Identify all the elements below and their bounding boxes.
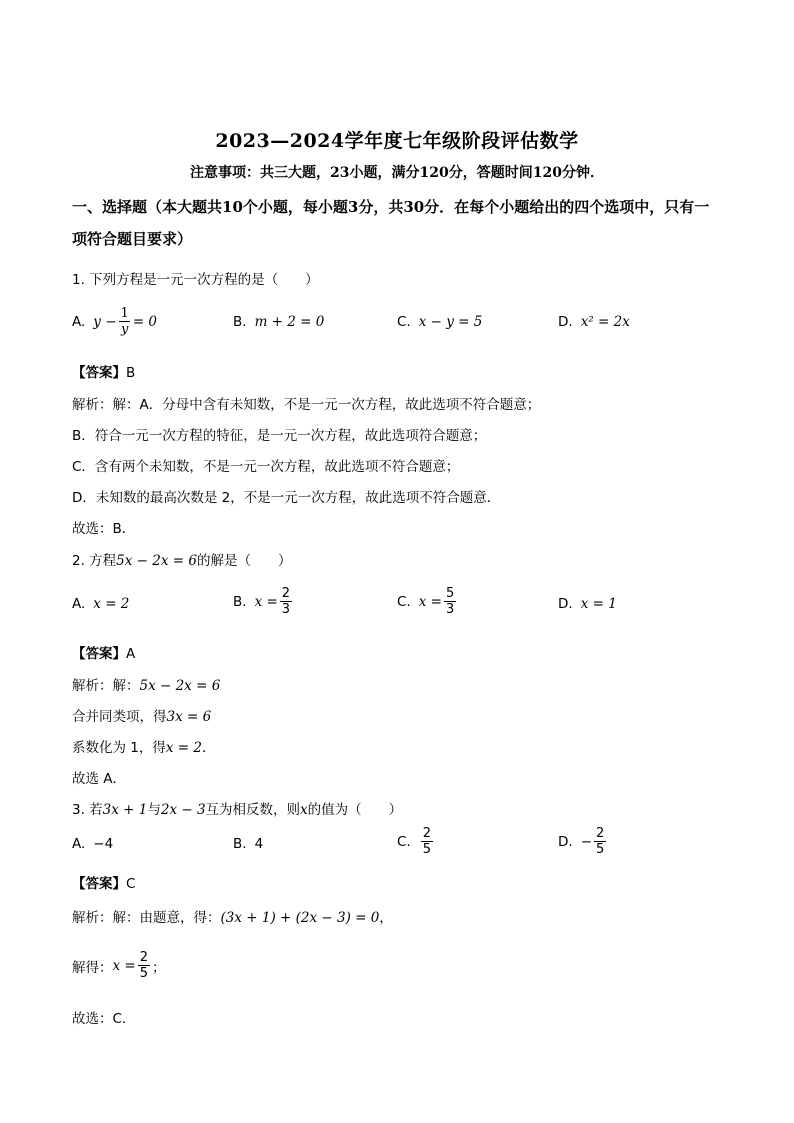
question-2-stem: 2. 方程5x − 2x = 6的解是（ ） (72, 553, 292, 569)
q1-explain-line: B．符合一元一次方程的特征，是一元一次方程，故此选项符合题意； (72, 428, 487, 444)
fraction: $\frac{2}{5}$ (422, 826, 431, 857)
q1-answer: 【答案】B (72, 365, 136, 381)
fraction: $\frac{5}{3}$ (445, 586, 455, 617)
q2-option-c[interactable]: C. x = $\frac{5}{3}$ (397, 586, 455, 617)
fraction: $\frac{1}{y}$ (120, 306, 129, 337)
question-1-stem: 1. 下列方程是一元一次方程的是（ ） (72, 272, 319, 288)
q3-option-b[interactable]: B. 4 (233, 836, 264, 852)
question-3-stem: 3. 若3x + 1与2x − 3互为相反数，则x的值为（ ） (72, 802, 403, 818)
q2-option-a[interactable]: A. x = 2 (72, 596, 130, 612)
q3-option-d[interactable]: D. − $\frac{2}{5}$ (558, 826, 605, 857)
q1-explain-line: D．未知数的最高次数是 2，不是一元一次方程，故此选项不符合题意． (72, 490, 501, 506)
q1-explain-line: 故选：B． (72, 521, 136, 537)
q2-explain-line: 系数化为 1，得x = 2． (72, 740, 216, 756)
q2-option-d[interactable]: D. x = 1 (558, 596, 617, 612)
fraction: $\frac{2}{3}$ (281, 586, 291, 617)
q3-explain-line: 解析：解：由题意，得：(3x + 1) + (2x − 3) = 0， (72, 910, 393, 926)
q3-option-c[interactable]: C. $\frac{2}{5}$ (397, 826, 431, 857)
q1-option-a[interactable]: A. y − $\frac{1}{y}$ = 0 (72, 306, 158, 337)
q3-explain-line: 故选：C． (72, 1011, 136, 1027)
q3-answer: 【答案】C (72, 876, 136, 892)
q1-option-b[interactable]: B. m + 2 = 0 (233, 314, 325, 330)
exam-notice: 注意事项：共三大题，23小题，满分120分，答题时间120分钟． (190, 165, 604, 181)
fraction: $\frac{2}{5}$ (596, 826, 605, 857)
q1-explain-line: C．含有两个未知数，不是一元一次方程，故此选项不符合题意； (72, 459, 460, 475)
section-heading: 一、选择题（本大题共10个小题，每小题3分，共30分．在每个小题给出的四个选项中，只有一项符合题目要求） (72, 198, 710, 248)
fraction: $\frac{2}{5}$ (139, 950, 148, 981)
q2-explain-line: 合并同类项，得3x = 6 (72, 709, 212, 725)
q2-option-b[interactable]: B. x = $\frac{2}{3}$ (233, 586, 291, 617)
q3-explain-line: 解得： x = $\frac{2}{5}$ ； (72, 950, 166, 981)
q2-answer: 【答案】A (72, 646, 136, 662)
q1-option-d[interactable]: D. x² = 2x (558, 314, 630, 330)
q1-explain-line: 解析：解：A．分母中含有未知数，不是一元一次方程，故此选项不符合题意； (72, 397, 541, 413)
page-title: 2023—2024学年度七年级阶段评估数学 (215, 130, 579, 152)
q1-option-c[interactable]: C. x − y = 5 (397, 314, 483, 330)
q2-explain-line: 解析：解：5x − 2x = 6 (72, 678, 221, 694)
q2-explain-line: 故选 A． (72, 771, 127, 787)
q3-option-a[interactable]: A. −4 (72, 836, 114, 852)
